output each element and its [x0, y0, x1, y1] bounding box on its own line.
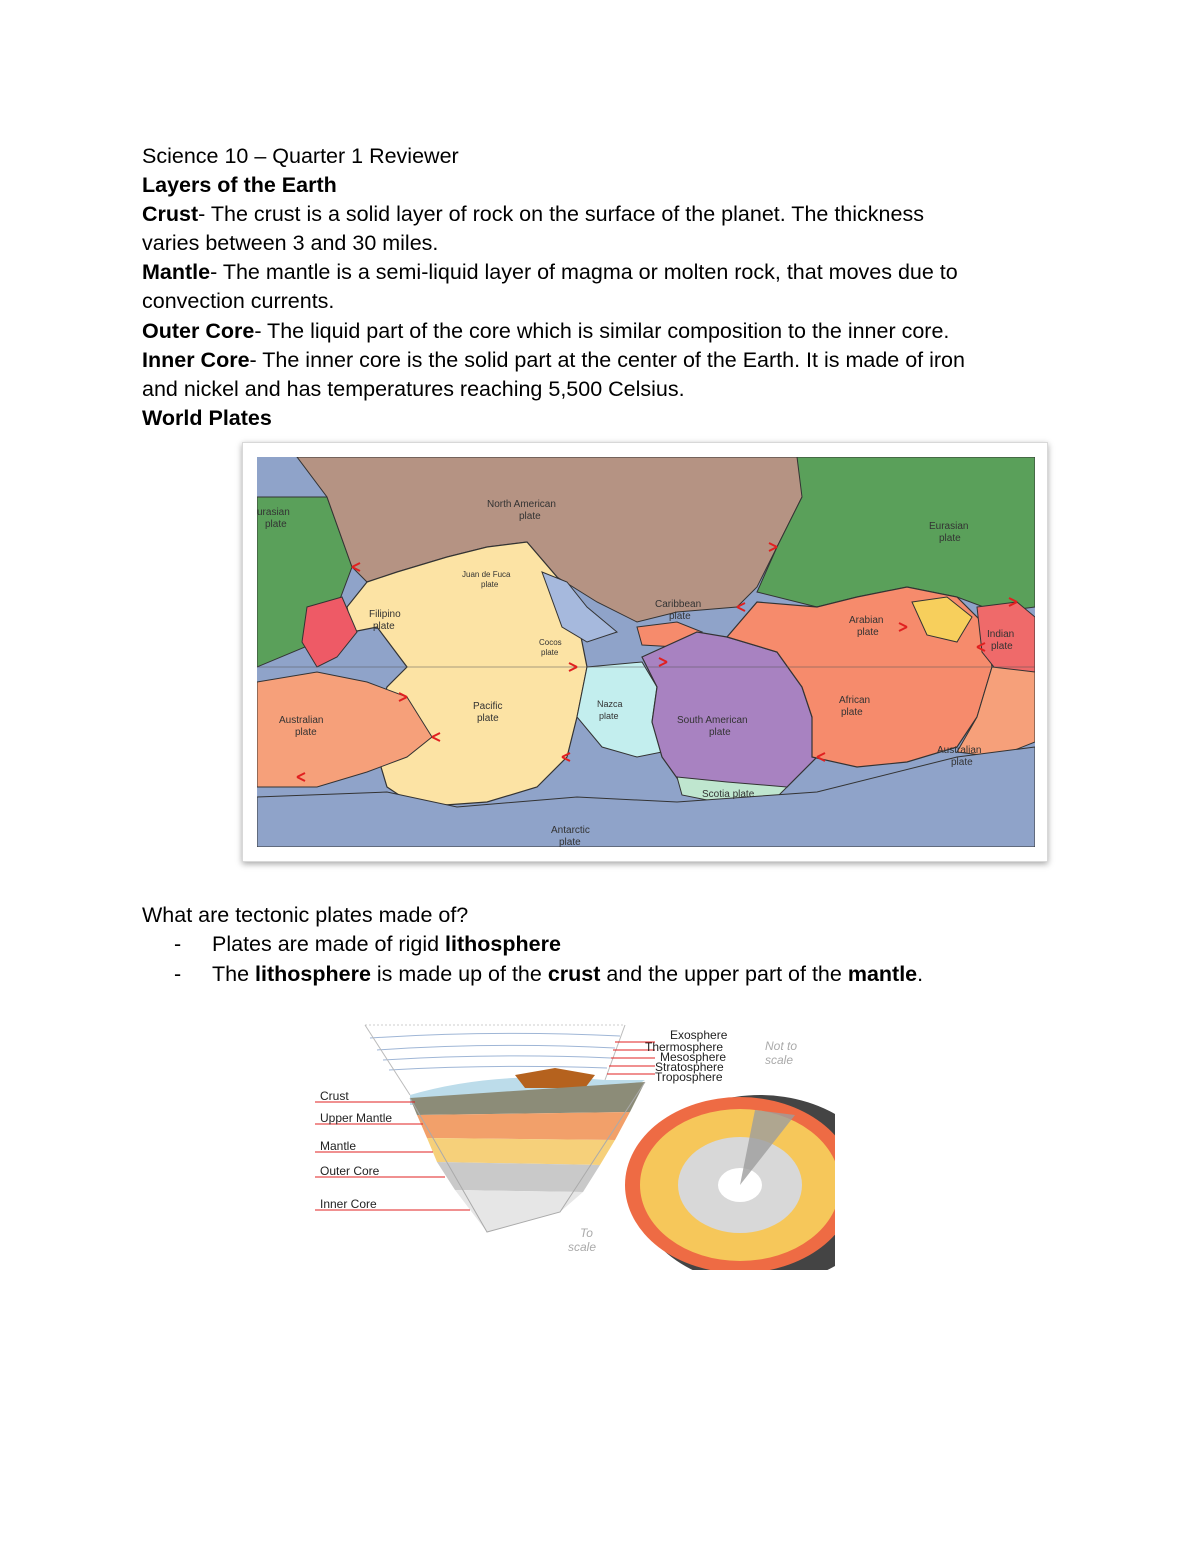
question-text: What are tectonic plates made of?: [142, 903, 469, 927]
label-eurasian-right-1: Eurasian: [929, 521, 969, 532]
label-antarctic-2: plate: [559, 837, 581, 847]
label-south-american-1: South American: [677, 715, 748, 726]
label-mantle: Mantle: [320, 1139, 357, 1153]
outer-core-definition: [142, 317, 949, 346]
mantle-definition-line2: convection currents.: [142, 289, 335, 313]
crust-definition-line2: varies between 3 and 30 miles.: [142, 231, 439, 255]
world-plates-map: [257, 457, 1035, 847]
label-nazca-2: plate: [599, 711, 619, 721]
label-arabian-2: plate: [857, 627, 879, 638]
label-nazca-1: Nazca: [597, 699, 623, 709]
label-australian-right-1: Australian: [937, 745, 982, 756]
label-to-scale: scale: [568, 1240, 597, 1254]
label-eurasian-right-2: plate: [939, 533, 961, 544]
label-outer-core: Outer Core: [320, 1164, 380, 1178]
section-heading-world-plates: World Plates: [142, 406, 272, 430]
label-indian-2: plate: [991, 641, 1013, 652]
inner-core-definition-line2: and nickel and has temperatures reaching 5,500 Celsius.: [142, 377, 685, 401]
label-north-american-2: plate: [519, 511, 541, 522]
label-caribbean-1: Caribbean: [655, 599, 702, 610]
bullet-1: [212, 930, 561, 959]
crust-term: Crust: [142, 202, 199, 226]
label-troposphere: Troposphere: [655, 1070, 723, 1084]
section-heading-layers: Layers of the Earth: [142, 173, 337, 197]
label-caribbean-2: plate: [669, 611, 691, 622]
label-pacific-1: Pacific: [473, 701, 503, 712]
label-upper-mantle: Upper Mantle: [320, 1111, 393, 1125]
label-filipino-1: Filipino: [369, 609, 401, 620]
label-australian-left-1: Australian: [279, 715, 324, 726]
label-mesosphere: Mesosphere: [660, 1050, 727, 1064]
label-crust: Crust: [320, 1089, 349, 1103]
label-to: To: [580, 1226, 593, 1240]
outer-core-term: Outer Core: [142, 319, 255, 343]
document-title: Science 10 – Quarter 1 Reviewer: [142, 144, 459, 168]
crust-text-1: - The crust is a solid layer of rock on the surface of the planet. The thickness: [198, 202, 924, 226]
mountain-shape: [515, 1068, 595, 1088]
label-not-to: Not to: [765, 1039, 798, 1053]
mantle-term: Mantle: [142, 260, 211, 284]
label-filipino-2: plate: [373, 621, 395, 632]
bullet-2-text-c: and the upper part of the: [600, 962, 848, 986]
bullet-2-bold-b: crust: [547, 962, 601, 986]
outer-core-text: - The liquid part of the core which is similar composition to the inner core.: [254, 319, 950, 343]
label-australian-left-2: plate: [295, 727, 317, 738]
bullet-2-text-d: .: [917, 962, 924, 986]
inner-core-layer: [455, 1190, 583, 1232]
bullet-dash-2: -: [174, 962, 182, 986]
label-juan-de-fuca-2: plate: [481, 580, 499, 589]
earth-sphere-cutaway: [625, 1095, 835, 1270]
inner-core-definition-line1: [142, 346, 965, 375]
label-cocos-2: plate: [541, 648, 559, 657]
bullet-1-bold: lithosphere: [445, 932, 561, 956]
crust-definition-line1: [142, 200, 924, 229]
bullet-dash-1: -: [174, 932, 182, 956]
label-arabian-1: Arabian: [849, 615, 884, 626]
label-south-american-2: plate: [709, 727, 731, 738]
label-antarctic-1: Antarctic: [551, 825, 590, 836]
label-cocos-1: Cocos: [539, 638, 562, 647]
label-african-2: plate: [841, 707, 863, 718]
label-scotia: Scotia plate: [702, 789, 755, 800]
mantle-layer: [427, 1138, 615, 1165]
inner-core-text-1: - The inner core is the solid part at the center of the Earth. It is made of iron: [249, 348, 965, 372]
label-exosphere: Exosphere: [670, 1028, 728, 1042]
bullet-2-bold-a: lithosphere: [255, 962, 371, 986]
label-not-to-scale: scale: [765, 1053, 794, 1067]
label-pacific-2: plate: [477, 713, 499, 724]
label-stratosphere: Stratosphere: [655, 1060, 724, 1074]
label-indian-1: Indian: [987, 629, 1015, 640]
atmosphere-labels: [645, 1028, 728, 1084]
mantle-text-1: - The mantle is a semi-liquid layer of magma or molten rock, that moves due to: [210, 260, 958, 284]
inner-core-term: Inner Core: [142, 348, 250, 372]
upper-mantle-layer: [417, 1112, 630, 1140]
label-juan-de-fuca-1: Juan de Fuca: [462, 570, 511, 579]
label-african-1: African: [839, 695, 871, 706]
label-inner-core: Inner Core: [320, 1197, 377, 1211]
bullet-2-bold-c: mantle: [847, 962, 918, 986]
world-plates-map-figure: [242, 442, 1048, 862]
mantle-definition-line1: [142, 258, 958, 287]
earth-layer-labels: [320, 1089, 392, 1211]
label-thermosphere: Thermosphere: [645, 1040, 724, 1054]
label-eurasian-left-2: plate: [265, 519, 287, 530]
bullet-2-text-b: is made up of the: [370, 962, 548, 986]
label-eurasian-left-1: urasian: [257, 507, 290, 518]
label-north-american-1: North American: [487, 499, 556, 510]
bullet-2: [212, 960, 923, 989]
label-australian-right-2: plate: [951, 757, 973, 768]
earth-layers-figure: [315, 1020, 835, 1270]
bullet-1-text: Plates are made of rigid: [212, 932, 446, 956]
bullet-2-text-a: The: [212, 962, 256, 986]
